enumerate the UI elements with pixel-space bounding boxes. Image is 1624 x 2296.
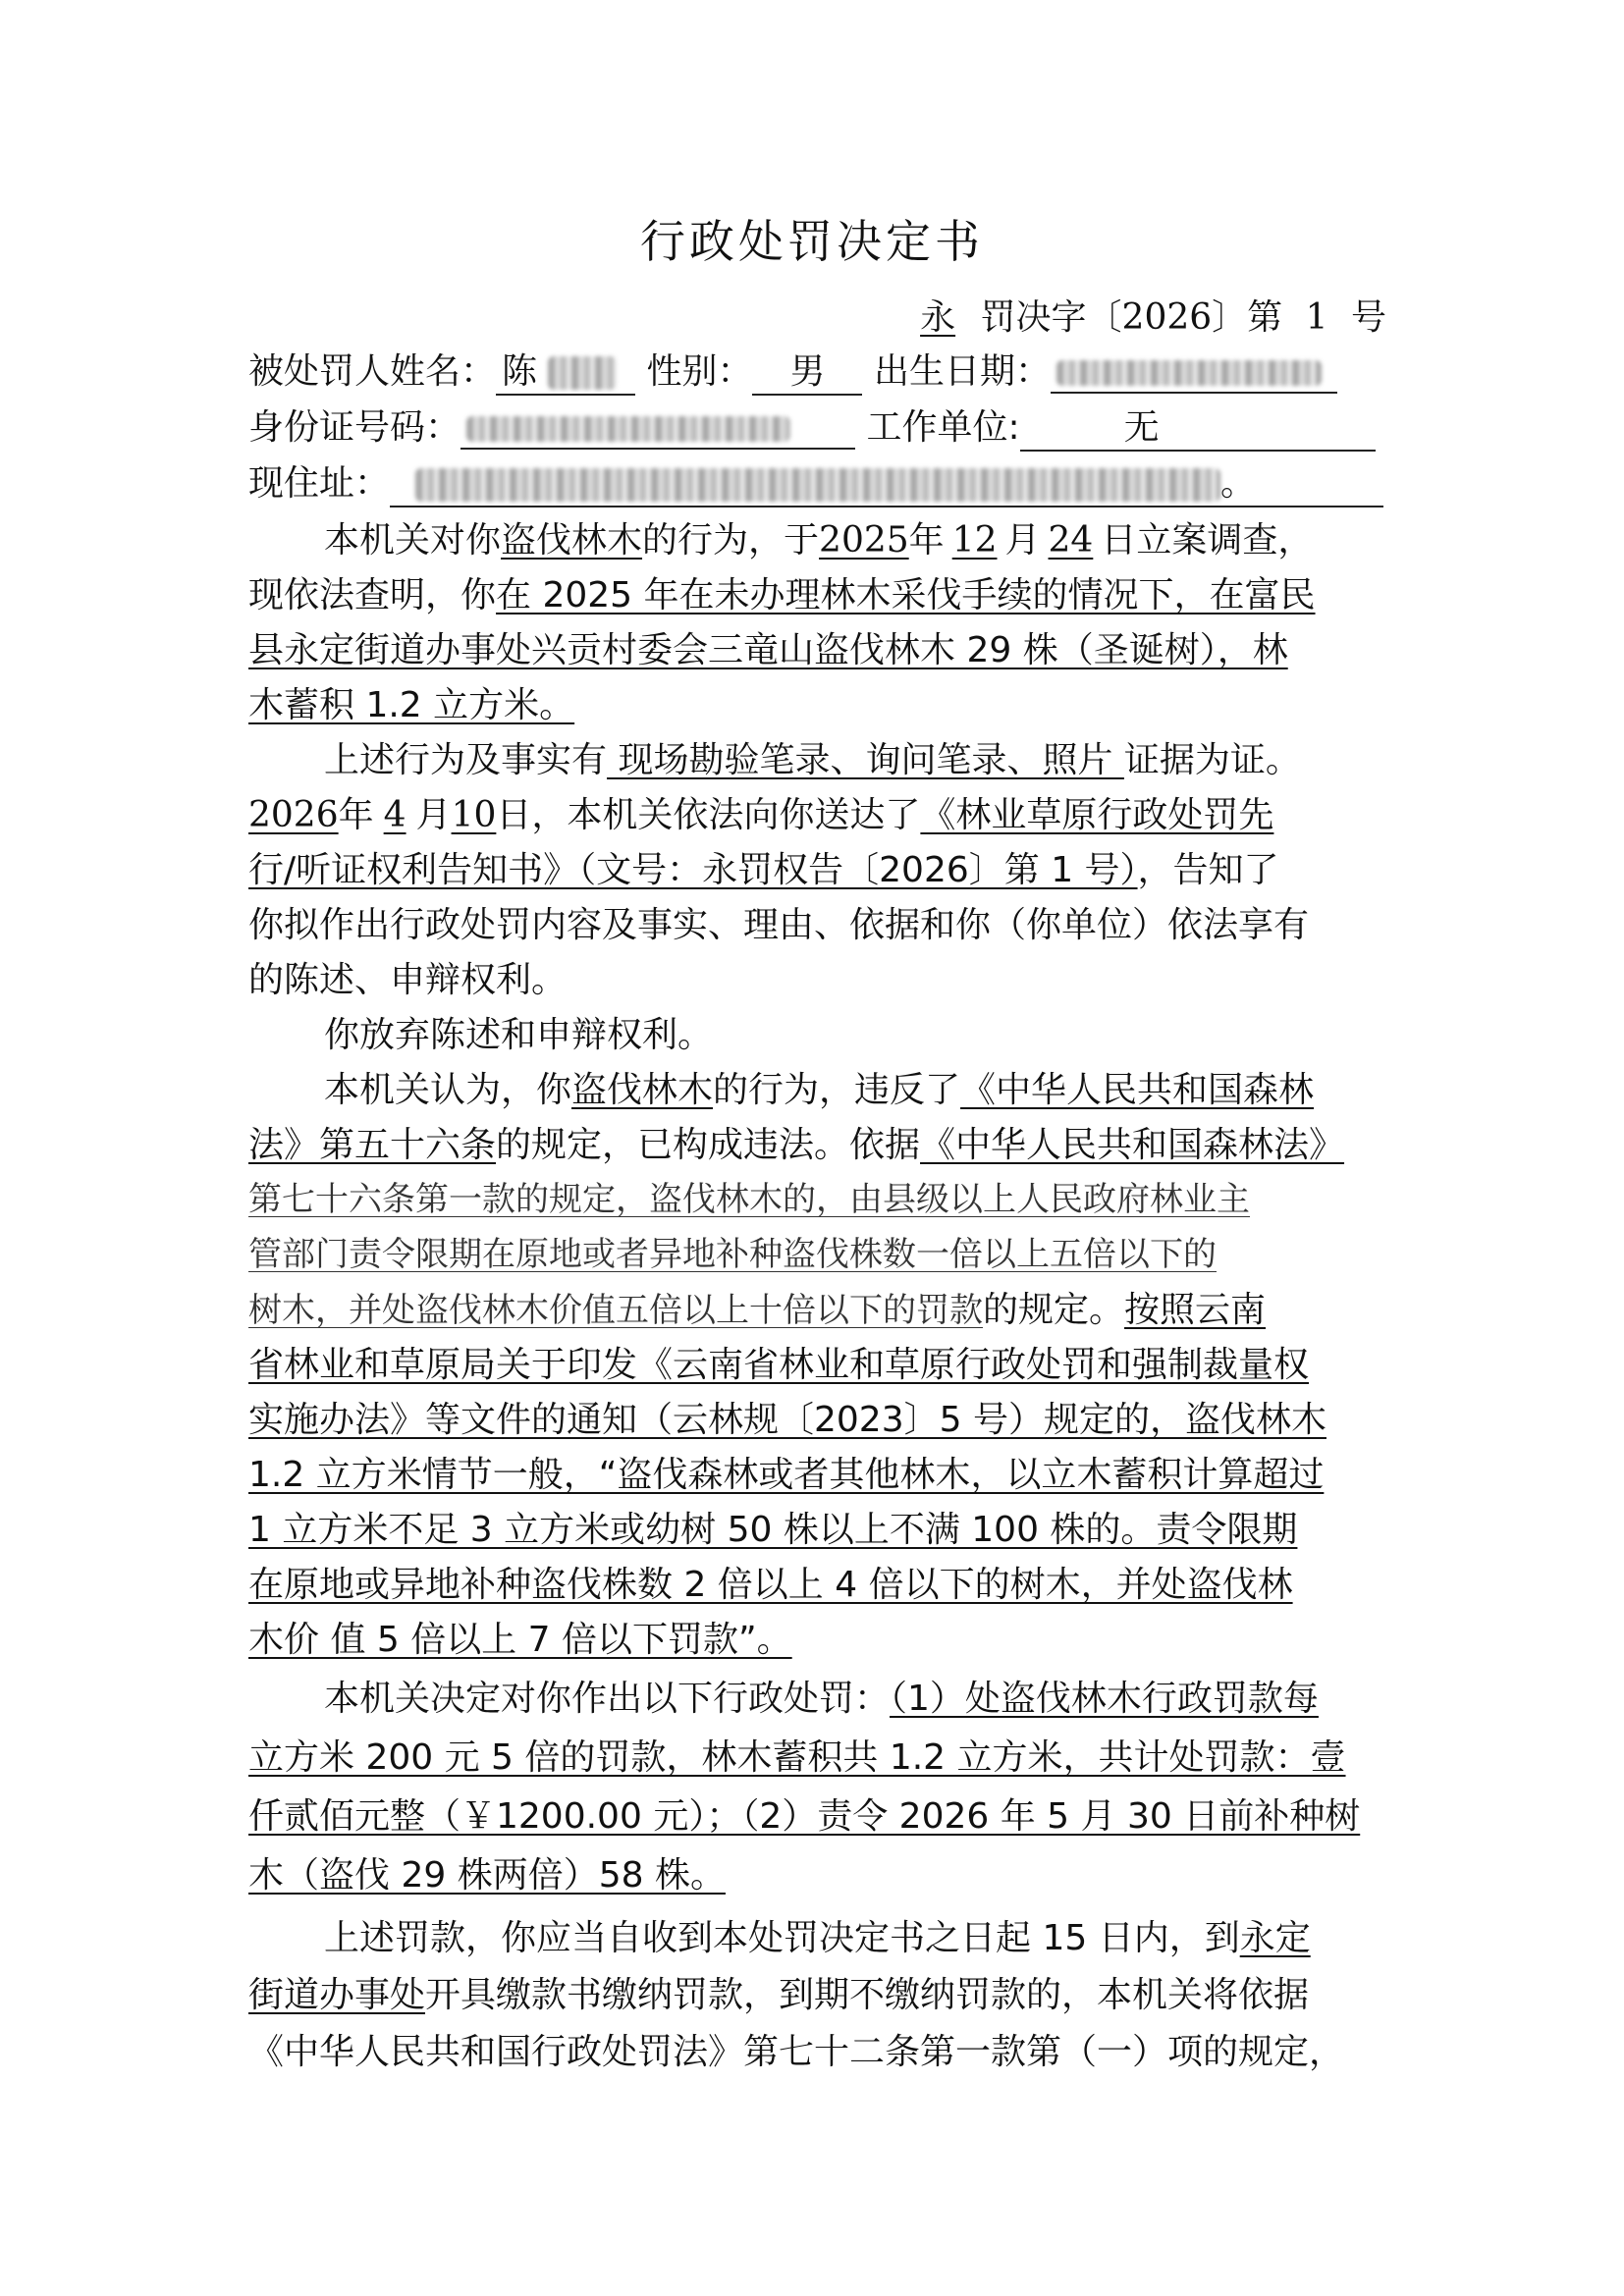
birth-label: 出生日期： (873, 351, 1051, 392)
id-field (460, 407, 855, 450)
birth-field (1051, 351, 1337, 394)
doc-prefix: 永 (920, 297, 956, 338)
p1-line-3: 县永定街道办事处兴贡村委会三竜山盗伐林木 29 株（圣诞树），林 (248, 630, 1288, 670)
header-line-3 (248, 455, 1383, 507)
p1-line-2: 现依法查明，你在 2025 年在未办理林木采伐手续的情况下，在富民 (248, 575, 1316, 615)
doc-middle: 罚决字〔2026〕第 (980, 297, 1283, 338)
p5-line-1: 本机关决定对你作出以下行政处罚：（1）处盗伐林木行政罚款每 (324, 1679, 1319, 1719)
p4-line-8: 1.2 立方米情节一般，“盗伐森林或者其他林木，以立木蓄积计算超过 (248, 1455, 1325, 1495)
p4-line-5: 树木，并处盗伐林木价值五倍以上十倍以下的罚款的规定。按照云南 (248, 1290, 1267, 1330)
work-field: 无 (1020, 400, 1376, 452)
name-label: 被处罚人姓名： (248, 351, 497, 392)
redacted-id (466, 416, 790, 442)
p5-line-2: 立方米 200 元 5 倍的罚款，林木蓄积共 1.2 立方米，共计处罚款：壹 (248, 1737, 1346, 1778)
p6-line-1: 上述罚款，你应当自收到本处罚决定书之日起 15 日内，到永定 (324, 1918, 1311, 1958)
p4-line-1: 本机关认为，你盗伐林木的行为，违反了《中华人民共和国森林 (324, 1070, 1315, 1110)
work-label: 工作单位: (866, 407, 1020, 448)
header-line-2 (248, 400, 1376, 452)
document-number (906, 290, 1386, 340)
header-line-1 (248, 344, 1337, 396)
p4-line-7: 实施办法》等文件的通知（云林规〔2023〕5 号）规定的，盗伐林木 (248, 1400, 1326, 1440)
p6-line-2: 街道办事处开具缴款书缴纳罚款，到期不缴纳罚款的，本机关将依据 (248, 1975, 1310, 2015)
p6-line-3: 《中华人民共和国行政处罚法》第七十二条第一款第（一）项的规定， (248, 2032, 1345, 2072)
doc-suffix: 号 (1350, 297, 1386, 338)
p2-line-4: 你拟作出行政处罚内容及事实、理由、依据和你（你单位）依法享有 (248, 905, 1310, 945)
p5-line-4: 木（盗伐 29 株两倍）58 株。 (248, 1855, 726, 1896)
document-title: 行政处罚决定书 (640, 215, 984, 268)
p1-line-4: 木蓄积 1.2 立方米。 (248, 685, 575, 725)
p2-line-5: 的陈述、申辩权利。 (248, 960, 568, 1000)
p4-line-11: 木价 值 5 倍以上 7 倍以下罚款”。 (248, 1620, 792, 1660)
id-label: 身份证号码： (248, 407, 461, 448)
p4-line-3: 第七十六条第一款的规定，盗伐林木的，由县级以上人民政府林业主 (248, 1180, 1250, 1219)
p4-line-2: 法》第五十六条的规定，已构成违法。依据《中华人民共和国森林法》 (248, 1125, 1345, 1165)
p5-line-3: 仟贰佰元整（￥1200.00 元）；（2）责令 2026 年 5 月 30 日前补种树 (248, 1796, 1361, 1837)
redacted-name (548, 356, 617, 390)
name-field: 陈 (496, 344, 635, 396)
address-label: 现住址： (248, 463, 391, 504)
address-field: 。 (390, 455, 1383, 507)
p2-line-1: 上述行为及事实有 现场勘验笔录、询问笔录、照片 证据为证。 (324, 740, 1301, 780)
redacted-birth (1056, 360, 1322, 386)
p4-line-4: 管部门责令限期在原地或者异地补种盗伐株数一倍以上五倍以下的 (248, 1235, 1217, 1274)
gender-label: 性别： (646, 351, 753, 392)
p4-line-9: 1 立方米不足 3 立方米或幼树 50 株以上不满 100 株的。责令限期 (248, 1510, 1298, 1550)
p2-line-2: 2026年 4 月10日，本机关依法向你送达了《林业草原行政处罚先 (248, 795, 1274, 835)
p4-line-6: 省林业和草原局关于印发《云南省林业和草原行政处罚和强制裁量权 (248, 1345, 1310, 1385)
p2-line-3: 行/听证权利告知书》（文号：永罚权告〔2026〕第 1 号），告知了 (248, 850, 1279, 890)
gender-field: 男 (752, 344, 862, 396)
p3-line-1: 你放弃陈述和申辩权利。 (324, 1015, 714, 1055)
doc-number-value: 1 (1305, 297, 1328, 338)
redacted-address (415, 468, 1220, 502)
p4-line-10: 在原地或异地补种盗伐株数 2 倍以上 4 倍以下的树木，并处盗伐林 (248, 1565, 1293, 1605)
p1-line-1: 本机关对你盗伐林木的行为，于2025年 12 月 24 日立案调查， (324, 520, 1314, 561)
